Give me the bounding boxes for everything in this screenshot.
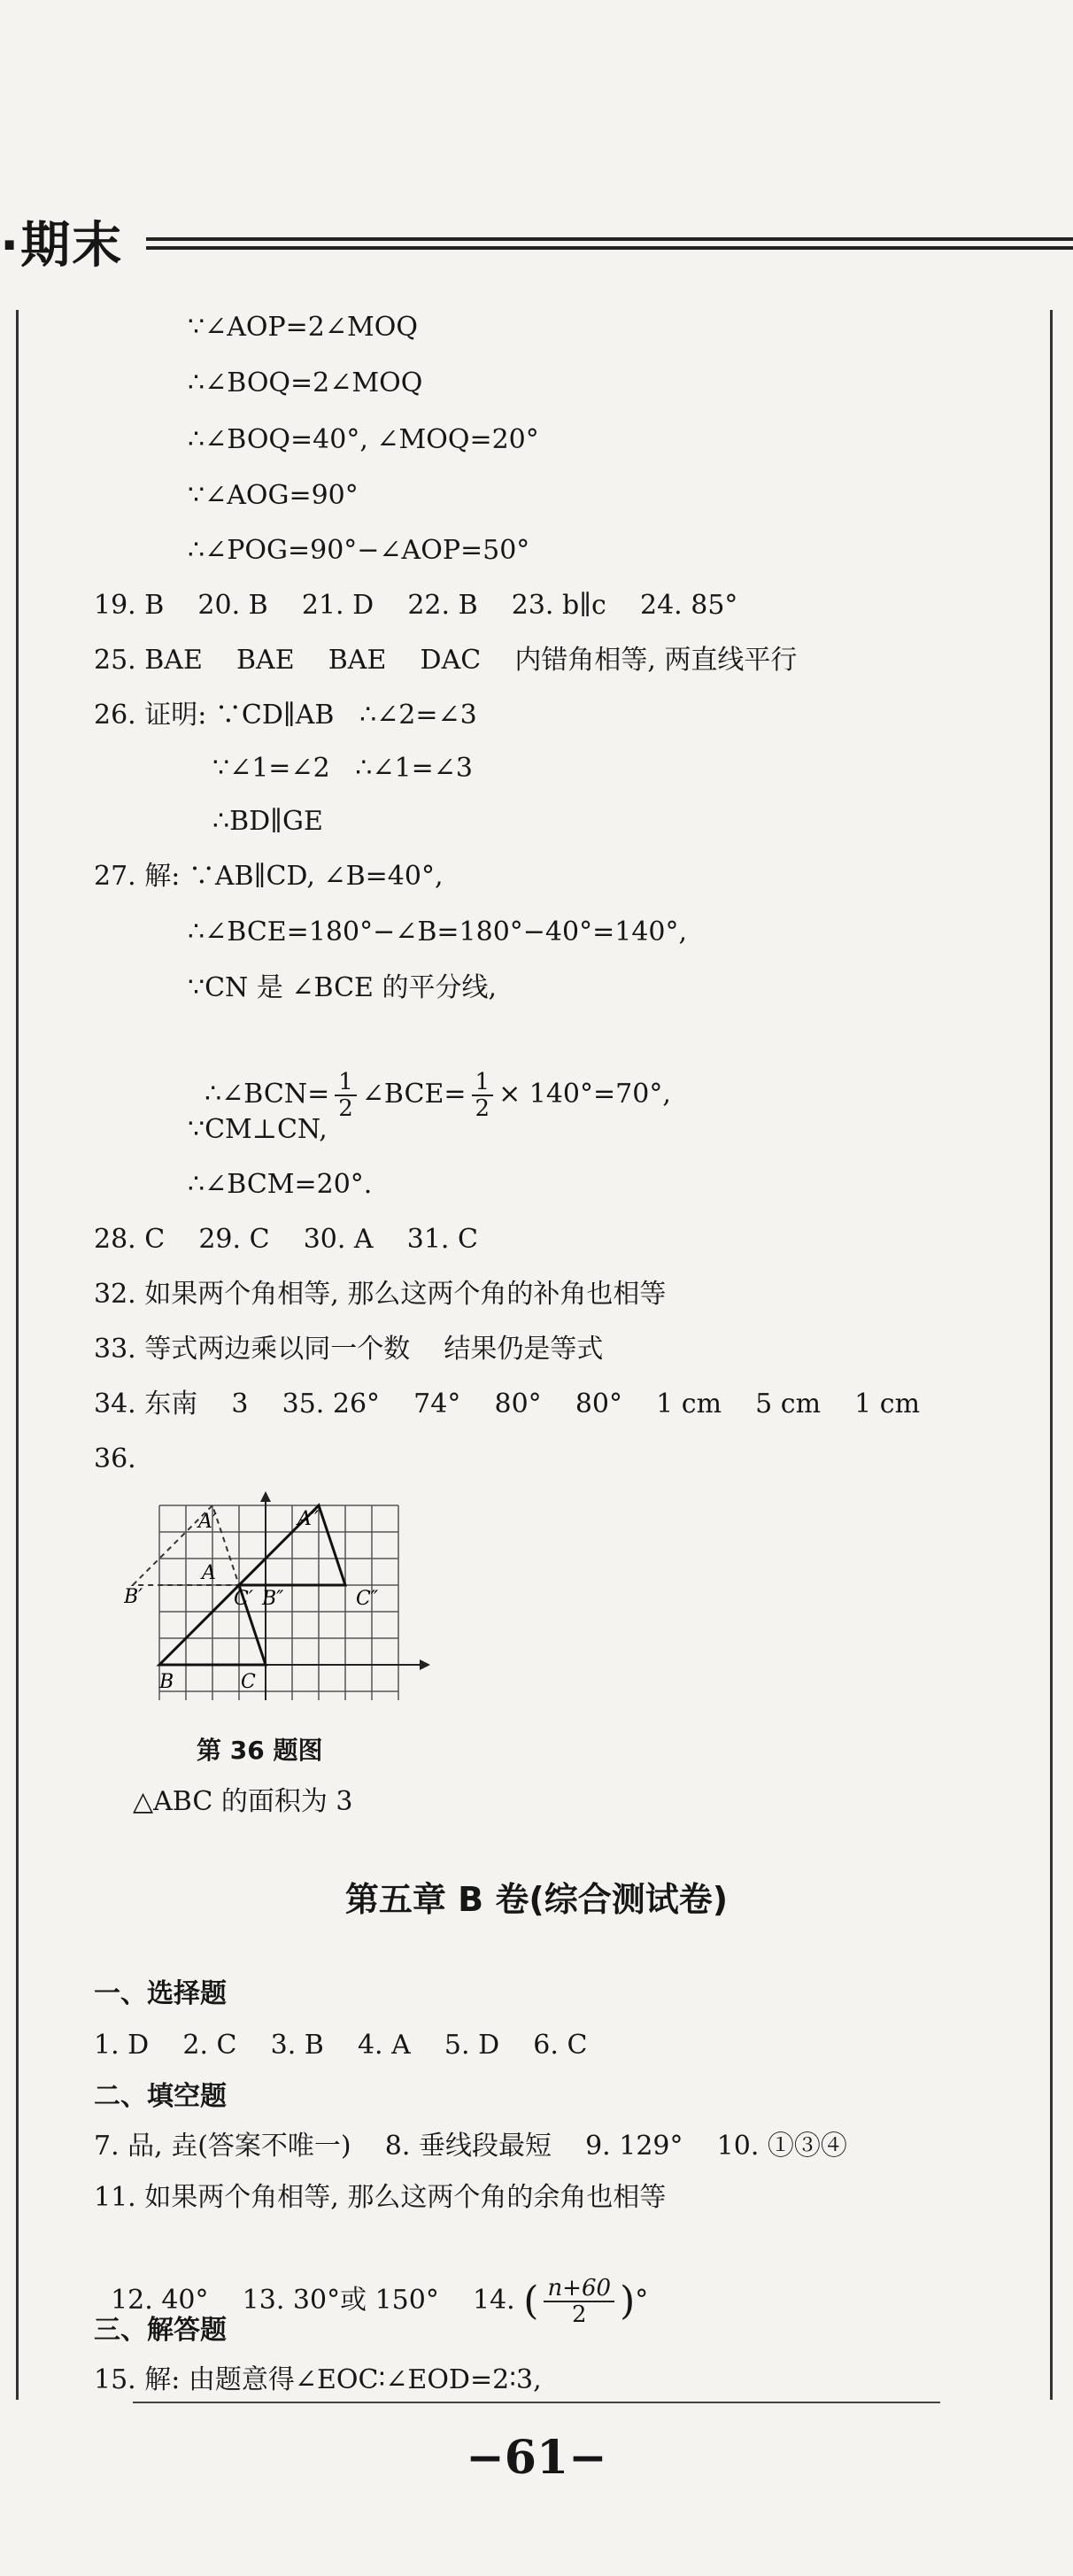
answer-line: 32. 如果两个角相等, 那么这两个角的补角也相等 (94, 1279, 667, 1310)
header-rule-bottom (146, 246, 1073, 250)
answer-line: ∴BD∥GE (212, 806, 323, 837)
figure-caption: 第 36 题图 (197, 1736, 323, 1765)
fraction-denominator: 2 (475, 1095, 490, 1122)
answer-line: ∵CN 是 ∠BCE 的平分线, (188, 972, 498, 1003)
label-b-dprime: B″ (262, 1588, 284, 1610)
answer-line: ∴∠BOQ=40°, ∠MOQ=20° (188, 424, 539, 455)
fraction-suffix: × 140°=70°, (498, 1079, 671, 1110)
answer-line: ∴∠BOQ=2∠MOQ (188, 367, 423, 398)
section-heading: 三、解答题 (94, 2315, 227, 2346)
label-a-dprime: A″ (297, 1508, 320, 1530)
degree-sign: ° (635, 2285, 649, 2316)
fraction-denominator: 2 (571, 2301, 587, 2328)
answer-line-fraction (188, 1034, 671, 1121)
fraction-denominator: 2 (338, 1095, 353, 1122)
answer-line: 19. B 20. B 21. D 22. B 23. b∥c 24. 85° (94, 590, 738, 621)
answer-line: ∵∠AOP=2∠MOQ (188, 312, 418, 343)
answer-line: 33. 等式两边乘以同一个数 结果仍是等式 (94, 1334, 604, 1365)
answer-line: 36. (94, 1443, 136, 1474)
label-b: B (159, 1671, 174, 1693)
footer-rule (133, 2402, 940, 2403)
header-title: ·期末 (0, 217, 124, 275)
answer-line: ∵∠1=∠2 ∴∠1=∠3 (212, 753, 473, 784)
answer-line: △ABC 的面积为 3 (133, 1786, 353, 1817)
answer-line: 1. D 2. C 3. B 4. A 5. D 6. C (94, 2030, 588, 2061)
fraction-numerator: 1 (472, 1070, 494, 1096)
section-heading: 一、选择题 (94, 1978, 227, 2009)
label-a-prime: A′ (198, 1511, 217, 1533)
answer-line: 34. 东南 3 35. 26° 74° 80° 80° 1 cm 5 cm 1 cm (94, 1389, 921, 1420)
label-b-prime: B′ (124, 1586, 143, 1608)
answer-line: ∵∠AOG=90° (188, 480, 359, 511)
fraction-prefix: ∴∠BCN= (205, 1079, 330, 1110)
answer-line: 26. 证明: ∵CD∥AB ∴∠2=∠3 (94, 700, 477, 731)
x-axis-arrow-icon (420, 1659, 430, 1670)
label-a: A (202, 1562, 216, 1584)
left-paren: ( (523, 2278, 539, 2324)
answer-line: 11. 如果两个角相等, 那么这两个角的余角也相等 (94, 2182, 667, 2213)
chapter-title: 第五章 B 卷(综合测试卷) (344, 1880, 729, 1919)
label-c-prime: C′ (234, 1588, 253, 1610)
fraction-numerator: 1 (335, 1070, 357, 1096)
answer-line: 28. C 29. C 30. A 31. C (94, 1224, 478, 1255)
answer-line: 27. 解: ∵AB∥CD, ∠B=40°, (94, 861, 444, 892)
left-margin-line (16, 310, 19, 2400)
grid-figure (124, 1488, 443, 1727)
page-number: −61− (466, 2431, 607, 2485)
label-c-dprime: C″ (356, 1588, 379, 1610)
fraction-middle: ∠BCE= (361, 1079, 467, 1110)
right-margin-line (1050, 310, 1053, 2400)
answer-text: 12. 40° 13. 30°或 150° 14. (111, 2285, 515, 2316)
answer-line: ∴∠BCE=180°−∠B=180°−40°=140°, (188, 917, 688, 948)
answer-line: 15. 解: 由题意得∠EOC∶∠EOD=2∶3, (94, 2364, 542, 2395)
fraction (472, 1070, 494, 1121)
header-rule-top (146, 237, 1073, 241)
section-heading: 二、填空题 (94, 2081, 227, 2112)
label-c: C (241, 1671, 256, 1693)
right-paren: ) (620, 2278, 636, 2324)
answer-line: 25. BAE BAE BAE DAC 内错角相等, 两直线平行 (94, 645, 798, 676)
fraction (544, 2276, 614, 2327)
page-header (0, 211, 1073, 282)
answer-line: ∴∠BCM=20°. (188, 1169, 373, 1200)
fraction-numerator: n+60 (544, 2276, 614, 2302)
answer-line: ∵CM⊥CN, (188, 1114, 328, 1145)
answer-line: 7. 品, 垚(答案不唯一) 8. 垂线段最短 9. 129° 10. ①③④ (94, 2131, 847, 2162)
fraction (335, 1070, 357, 1121)
answer-line: ∴∠POG=90°−∠AOP=50° (188, 535, 530, 566)
y-axis-arrow-icon (260, 1491, 271, 1502)
